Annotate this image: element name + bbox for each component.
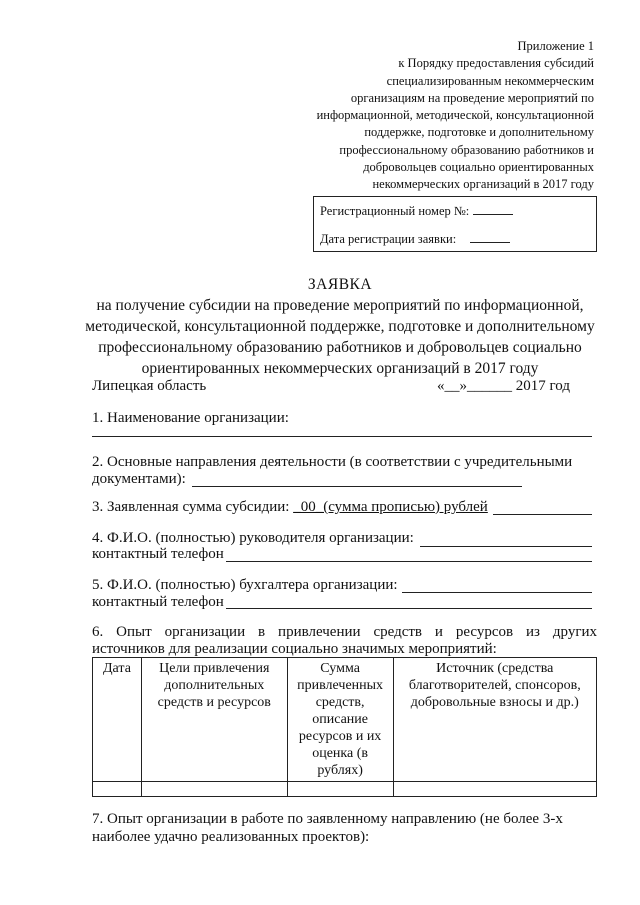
item-3-label: 3. Заявленная сумма субсидии: — [92, 499, 290, 515]
title-line: ориентированных некоммерческих организаций в 2017 году — [141, 360, 539, 377]
activity-directions-field[interactable] — [192, 486, 522, 487]
director-name-field[interactable] — [420, 546, 592, 547]
date-field[interactable]: «__»______ 2017 год — [437, 378, 570, 394]
title-line: на получение субсидии на проведение мероприятий по информационной, — [96, 297, 584, 314]
registration-number-row — [320, 203, 513, 219]
resources-table — [92, 657, 597, 797]
table-cell[interactable] — [393, 782, 596, 797]
appendix-line: профессиональному образованию работников и — [339, 142, 594, 157]
header-source: Источник (средства благотворителей, спонсоров, добровольные взносы и др.) — [393, 658, 596, 782]
title-heading: ЗАЯВКА — [307, 276, 373, 293]
registration-date-row — [320, 231, 510, 247]
appendix-line: добровольцев социально ориентированных — [363, 160, 594, 175]
place-label: Липецкая область — [92, 378, 207, 394]
appendix-line: информационной, методической, консультационной — [316, 108, 594, 123]
registration-number-field[interactable] — [473, 203, 513, 215]
header-sum: Сумма привлеченных средств, описание ресурсов и их оценка (в рублях) — [287, 658, 393, 782]
director-phone-field[interactable] — [226, 561, 592, 562]
table-header-row — [93, 658, 597, 782]
document-title — [80, 274, 600, 379]
appendix-line: организациям на проведение мероприятий по — [350, 90, 594, 105]
accountant-name-field[interactable] — [402, 592, 592, 593]
item-5-phone-label: контактный телефон — [92, 594, 224, 610]
item-7-line2: наиболее удачно реализованных проектов): — [92, 829, 370, 845]
header-goals: Цели привлечения дополнительных средств и ресурсов — [141, 658, 287, 782]
title-line: методической, консультационной поддержке, подготовке и дополнительному — [85, 318, 595, 335]
item-6-line1: 6. Опыт организации в привлечении средств и ресурсов из других — [92, 624, 597, 640]
item-7-line1: 7. Опыт организации в работе по заявленному направлению (не более 3-х — [92, 811, 563, 827]
header-date: Дата — [93, 658, 142, 782]
table-cell[interactable] — [93, 782, 142, 797]
registration-box — [313, 196, 597, 252]
table-cell[interactable] — [141, 782, 287, 797]
item-5-label: 5. Ф.И.О. (полностью) бухгалтера организации: — [92, 577, 398, 593]
organization-name-field[interactable] — [92, 436, 592, 437]
item-1-label: 1. Наименование организации: — [92, 410, 289, 426]
registration-date-label: Дата регистрации заявки: — [320, 232, 457, 246]
subsidy-amount-blank[interactable] — [493, 514, 592, 515]
registration-number-label: Регистрационный номер №: — [320, 204, 470, 218]
item-6-line2: источников для реализации социально значимых мероприятий: — [92, 641, 497, 657]
item-2-line2: документами): — [92, 471, 186, 487]
appendix-header — [254, 38, 594, 194]
appendix-line: Приложение 1 — [517, 39, 594, 53]
appendix-line: специализированным некоммерческим — [386, 73, 594, 88]
accountant-phone-field[interactable] — [226, 608, 592, 609]
appendix-line: некоммерческих организаций в 2017 году — [372, 177, 594, 192]
subsidy-amount-field[interactable]: _00_(сумма прописью) рублей — [293, 499, 488, 515]
item-3-row — [92, 499, 488, 516]
appendix-line: поддержке, подготовке и дополнительному — [364, 125, 594, 140]
title-line: профессиональному образованию работников и добровольцев социально — [98, 339, 582, 356]
table-cell[interactable] — [287, 782, 393, 797]
registration-date-field[interactable] — [470, 231, 510, 243]
item-4-label: 4. Ф.И.О. (полностью) руководителя организации: — [92, 530, 414, 546]
item-2-line1: 2. Основные направления деятельности (в соответствии с учредительными — [92, 454, 573, 470]
item-4-phone-label: контактный телефон — [92, 546, 224, 562]
appendix-line: к Порядку предоставления субсидий — [398, 56, 594, 71]
table-row — [93, 782, 597, 797]
